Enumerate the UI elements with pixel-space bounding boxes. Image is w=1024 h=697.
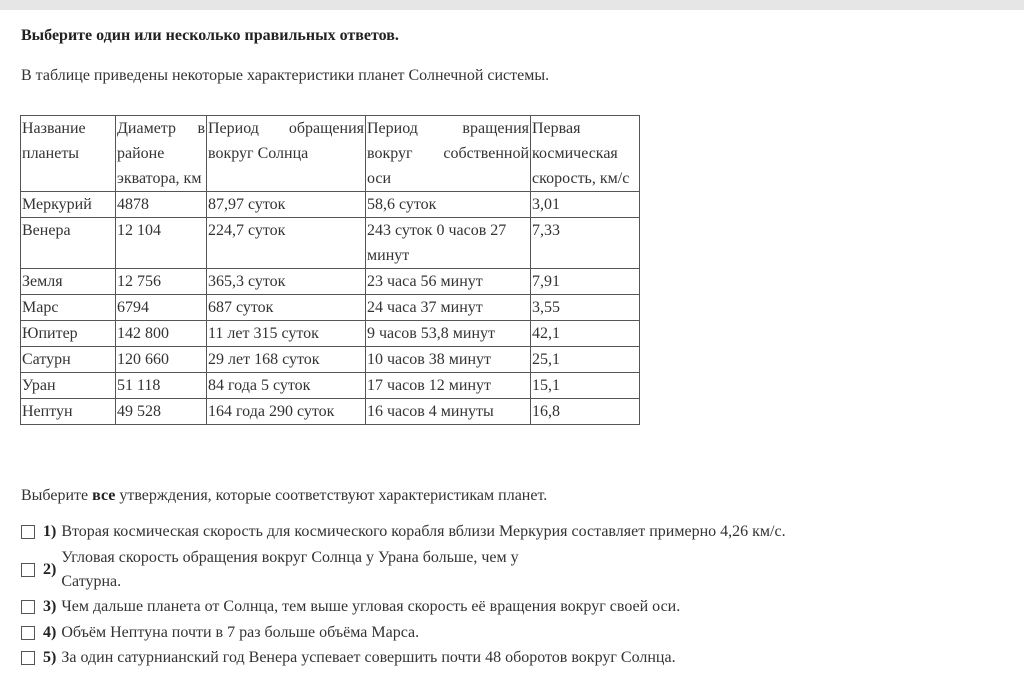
answer-option-5[interactable]	[21, 646, 676, 670]
cell-velocity: 42,1	[531, 321, 640, 347]
checkbox-option-3[interactable]	[21, 600, 35, 614]
answer-option-2[interactable]	[21, 546, 581, 594]
cell-rotation-period: 23 часа 56 минут	[366, 269, 531, 295]
cell-velocity: 15,1	[531, 373, 640, 399]
cell-orbital-period: 164 года 290 суток	[207, 399, 366, 425]
cell-diameter: 51 118	[116, 373, 207, 399]
option-number: 1)	[43, 523, 57, 540]
cell-orbital-period: 11 лет 315 суток	[207, 321, 366, 347]
instruction-text-before: Выберите	[21, 487, 93, 504]
table-row	[21, 373, 640, 399]
cell-orbital-period: 29 лет 168 суток	[207, 347, 366, 373]
cell-diameter: 120 660	[116, 347, 207, 373]
cell-planet: Меркурий	[21, 192, 116, 218]
cell-diameter: 142 800	[116, 321, 207, 347]
cell-rotation-period: 24 часа 37 минут	[366, 295, 531, 321]
option-number: 4)	[43, 624, 57, 641]
checkbox-option-4[interactable]	[21, 626, 35, 640]
cell-velocity: 3,55	[531, 295, 640, 321]
cell-velocity: 25,1	[531, 347, 640, 373]
table-row	[21, 295, 640, 321]
table-row	[21, 218, 640, 269]
task-intro: В таблице приведены некоторые характеристики планет Солнечной системы.	[21, 67, 550, 84]
cell-velocity: 16,8	[531, 399, 640, 425]
option-text: Угловая скорость обращения вокруг Солнца у Урана больше, чем у Сатурна.	[61, 549, 519, 590]
checkbox-option-2[interactable]	[21, 563, 35, 577]
table-row	[21, 192, 640, 218]
header-planet-name: Название планеты	[21, 116, 116, 192]
cell-planet: Уран	[21, 373, 116, 399]
cell-velocity: 7,91	[531, 269, 640, 295]
answer-option-1[interactable]	[21, 520, 786, 544]
instruction-bold-word: все	[92, 487, 116, 504]
planets-table	[20, 115, 640, 425]
cell-planet: Юпитер	[21, 321, 116, 347]
top-strip	[0, 0, 1024, 10]
option-text: Объём Нептуна почти в 7 раз больше объёма Марса.	[61, 624, 420, 641]
cell-rotation-period: 243 суток 0 часов 27 минут	[366, 218, 531, 269]
cell-rotation-period: 17 часов 12 минут	[366, 373, 531, 399]
cell-diameter: 12 756	[116, 269, 207, 295]
header-first-cosmic-velocity: Первая космическая скорость, км/с	[531, 116, 640, 192]
cell-orbital-period: 224,7 суток	[207, 218, 366, 269]
answer-option-4[interactable]	[21, 621, 419, 645]
cell-diameter: 49 528	[116, 399, 207, 425]
answer-instruction	[21, 487, 547, 505]
option-text: Чем дальше планета от Солнца, тем выше угловая скорость её вращения вокруг своей оси.	[61, 598, 681, 615]
header-diameter: Диаметр в районе экватора, км	[116, 116, 207, 192]
instruction-text-after: утверждения, которые соответствуют характеристикам планет.	[115, 487, 548, 504]
checkbox-option-5[interactable]	[21, 651, 35, 665]
option-number: 5)	[43, 649, 57, 666]
table-row	[21, 399, 640, 425]
cell-planet: Земля	[21, 269, 116, 295]
cell-rotation-period: 16 часов 4 минуты	[366, 399, 531, 425]
cell-planet: Нептун	[21, 399, 116, 425]
option-text: За один сатурнианский год Венера успевает совершить почти 48 оборотов вокруг Солнца.	[61, 649, 676, 666]
option-number: 2)	[43, 561, 57, 578]
cell-planet: Марс	[21, 295, 116, 321]
cell-orbital-period: 84 года 5 суток	[207, 373, 366, 399]
cell-rotation-period: 9 часов 53,8 минут	[366, 321, 531, 347]
cell-diameter: 6794	[116, 295, 207, 321]
cell-rotation-period: 10 часов 38 минут	[366, 347, 531, 373]
table-row	[21, 347, 640, 373]
header-rotation-period: Период вращения вокруг собственной оси	[366, 116, 531, 192]
cell-orbital-period: 687 суток	[207, 295, 366, 321]
cell-orbital-period: 365,3 суток	[207, 269, 366, 295]
table-row	[21, 269, 640, 295]
answer-option-3[interactable]	[21, 595, 680, 619]
option-text: Вторая космическая скорость для космического корабля вблизи Меркурия составляет примерно 4,26 км/с.	[61, 523, 786, 540]
task-heading: Выберите один или несколько правильных ответов.	[21, 27, 399, 44]
table-header-row	[21, 116, 640, 192]
cell-diameter: 4878	[116, 192, 207, 218]
table-row	[21, 321, 640, 347]
cell-rotation-period: 58,6 суток	[366, 192, 531, 218]
cell-planet: Сатурн	[21, 347, 116, 373]
cell-velocity: 3,01	[531, 192, 640, 218]
checkbox-option-1[interactable]	[21, 525, 35, 539]
cell-velocity: 7,33	[531, 218, 640, 269]
cell-planet: Венера	[21, 218, 116, 269]
cell-diameter: 12 104	[116, 218, 207, 269]
option-number: 3)	[43, 598, 57, 615]
header-orbital-period: Период обращения вокруг Солнца	[207, 116, 366, 192]
cell-orbital-period: 87,97 суток	[207, 192, 366, 218]
